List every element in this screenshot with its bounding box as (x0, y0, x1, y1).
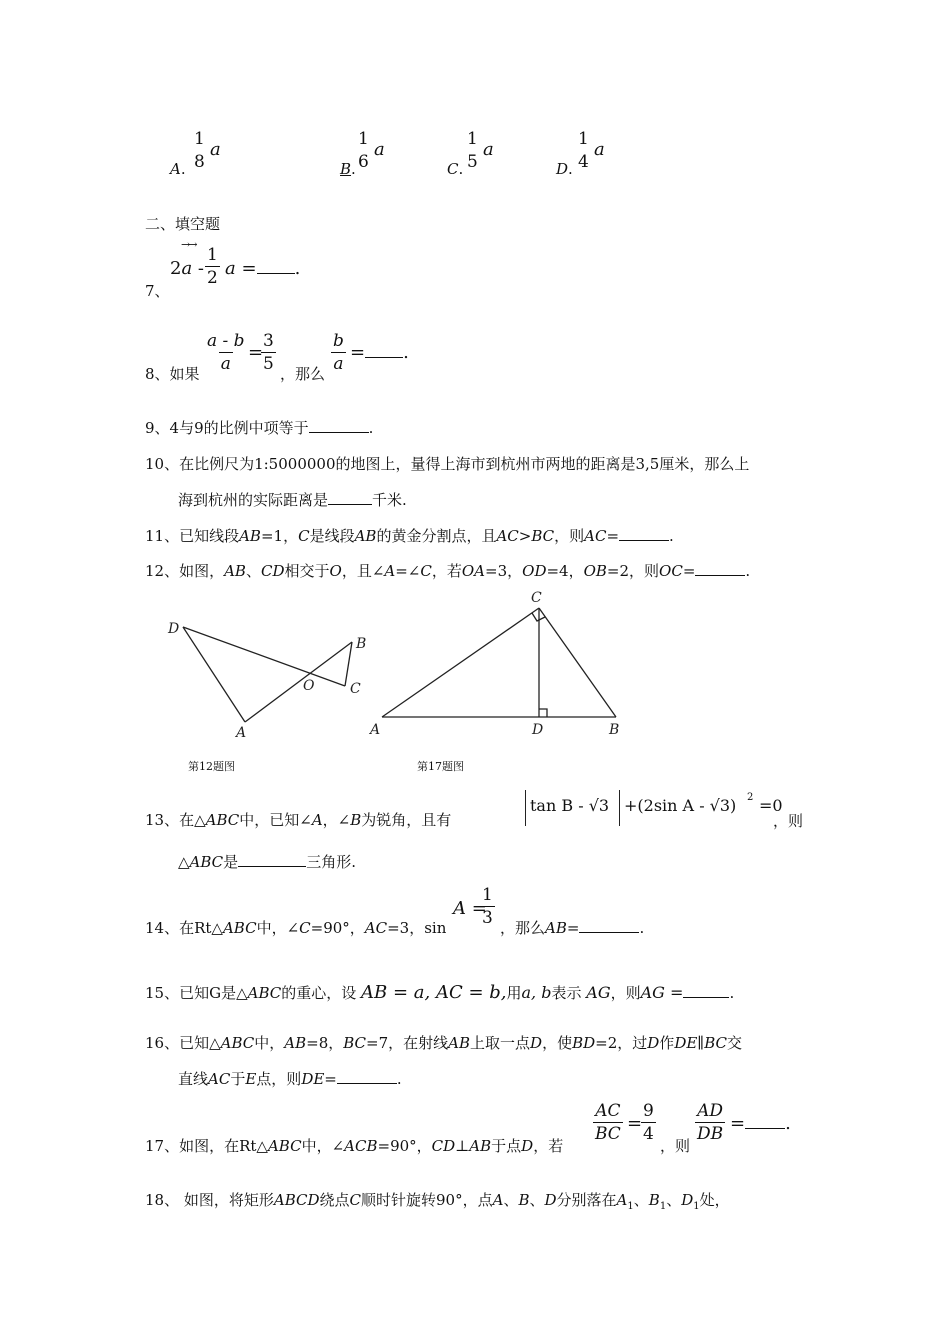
label-a12: A (236, 725, 247, 741)
figures (0, 585, 950, 745)
option-d[interactable]: D. 1 4 a (556, 129, 605, 178)
question-8: 8、如果 $\frac{a - b}{a}$ = $\frac{3}{5}$ ，那么 $\frac{b}{a}$ = . (145, 331, 409, 383)
caption-fig12: 第12题图 (188, 760, 235, 773)
question-16-line1: 16、已知△ABC中，AB=8，BC=7，在射线AB上取一点D，使BD=2，过D作DE∥BC交 (145, 1034, 743, 1052)
question-13-equation: tan B - √3 +(2sin A - √3) 2 =0 (525, 790, 775, 830)
question-13-line2: △ABC是 三角形. (178, 853, 356, 871)
question-10-line1: 10、在比例尺为1:5000000的地图上，量得上海市到杭州市两地的距离是3,5厘米，那么上 (145, 455, 750, 473)
question-14: 14、在Rt△ABC中，∠C=90°，AC=3，sin A = $\frac{1}{3}$ ，那么AB= . (145, 885, 645, 937)
section-title: 二、填空题 (145, 215, 221, 233)
question-13-line1: 13、在△ABC中，已知∠A，∠B为锐角，且有 (145, 811, 452, 829)
question-12: 12、如图，AB、CD相交于O，且∠A=∠C，若OA=3，OD=4，OB=2，则OC= . (145, 562, 751, 580)
question-9: 9、4与9的比例中项等于 . (145, 419, 374, 437)
label-o12: O (303, 678, 315, 694)
option-c[interactable]: C. 1 5 a (447, 129, 494, 178)
question-16-line2: 直线AC于E点，则DE= . (178, 1070, 402, 1088)
question-15: 15、已知G是△ABC的重心，设 AB = a, AC = b,用a, b表示 AG，则AG = . (145, 982, 735, 1003)
option-b[interactable]: B. 1 6 a (340, 129, 385, 178)
label-c17: C (531, 590, 542, 606)
question-17: 17、如图，在Rt△ABC中，∠ACB=90°，CD⊥AB于点D，若 $\frac{AC}{BC}$ = $\frac{9}{4}$ ，则 $\frac{AD}{DB}$ = . (145, 1101, 791, 1155)
label-c12: C (350, 681, 361, 697)
option-a[interactable]: A. 1 8 a (170, 129, 221, 178)
label-b12: B (356, 636, 367, 652)
question-13-tail: ，则 (773, 812, 804, 830)
question-10-line2: 海到杭州的实际距离是 千米. (178, 491, 407, 509)
label-a17: A (370, 722, 381, 738)
label-d12: D (168, 621, 180, 637)
caption-fig17: 第17题图 (417, 760, 464, 773)
question-18: 18、 如图，将矩形ABCD绕点C顺时针旋转90°，点A、B、D分别落在$A_1$、$B_1$、$D_1$处， (145, 1191, 730, 1212)
question-7: 7、 →→ 2a - $\frac{1}{2}$ a = . (145, 238, 301, 300)
question-11: 11、已知线段AB=1，C是线段AB的黄金分割点，且AC>BC，则AC= . (145, 527, 674, 545)
figure-12 (183, 627, 352, 722)
label-d17: D (532, 722, 544, 738)
figure-17 (382, 608, 616, 717)
label-b17: B (609, 722, 620, 738)
